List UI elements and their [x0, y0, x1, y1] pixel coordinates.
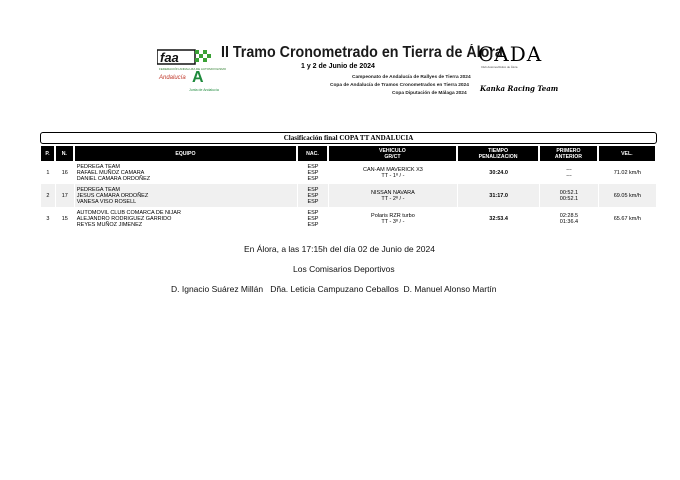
- gap-first: 00:52.1: [559, 189, 579, 196]
- cell-gap: [540, 184, 597, 207]
- cada-mark: CADA: [478, 42, 543, 66]
- faa-subtitle: FEDERACIÓN ANDALUZA DE AUTOMOVILISMO: [159, 67, 227, 71]
- table-row: [41, 184, 656, 207]
- event-title: II Tramo Cronometrado en Tierra de Álora: [221, 44, 503, 61]
- nac-driver: ESP: [307, 215, 319, 222]
- championship-subtitle-2: Copa de Andalucía de Tramos Cronometrados en Tierra 2024: [330, 83, 469, 88]
- table-row: [41, 207, 656, 230]
- cell-pos: 3: [46, 215, 50, 222]
- team-name: PEDREGA TEAM: [76, 186, 121, 193]
- cell-speed: 69.05 km/h: [599, 184, 656, 207]
- vehicle-model: CAN-AM MAVERICK X3: [363, 166, 423, 173]
- vehicle-class: TT - 2º / -: [381, 195, 405, 202]
- col-header-speed: VEL.: [599, 146, 656, 161]
- col-header-pos: P.: [41, 146, 55, 161]
- nac-team: ESP: [307, 209, 319, 216]
- nac-driver: ESP: [307, 169, 319, 176]
- cell-time: 30:24.0: [489, 169, 508, 176]
- cell-nac: [298, 184, 328, 207]
- event-dates: 1 y 2 de Junio de 2024: [301, 63, 375, 70]
- gap-first: 02:28.5: [559, 212, 579, 219]
- codriver-name: REYES MUÑOZ JIMENEZ: [76, 221, 143, 228]
- vehicle-class: TT - 3º / -: [381, 218, 405, 225]
- cell-num: 16: [61, 169, 68, 176]
- junta-a-icon: A: [192, 69, 204, 86]
- vehicle-model: Polaris RZR turbo: [371, 212, 415, 219]
- cell-vehicle: [329, 184, 457, 207]
- cell-gap: [540, 207, 597, 230]
- classification-title: Clasificación final COPA TT ANDALUCIA: [40, 132, 657, 144]
- cell-team: [75, 184, 297, 207]
- col-header-num: N.: [56, 146, 74, 161]
- faa-logo: [157, 48, 227, 96]
- cell-speed: 71.02 km/h: [613, 169, 641, 176]
- table-row: [41, 161, 656, 184]
- nac-team: ESP: [307, 186, 319, 193]
- cell-time: 31:17.0: [458, 184, 539, 207]
- col-header-nac: NAC.: [298, 146, 328, 161]
- championship-subtitle-3: Copa Diputación de Málaga 2024: [392, 91, 467, 96]
- place-date-line: En Álora, a las 17:15h del día 02 de Junio de 2024: [244, 244, 435, 254]
- gap-previous: 00:52.1: [559, 195, 579, 202]
- nac-codriver: ESP: [307, 175, 319, 182]
- commissioners-names: D. Ignacio Suárez Millán Dña. Leticia Campuzano Ceballos D. Manuel Alonso Martín: [171, 284, 497, 294]
- cell-team: [75, 161, 297, 184]
- codriver-name: VANESA VISO ROSELL: [76, 198, 137, 205]
- gap-first: ---: [566, 166, 572, 173]
- cell-team: [75, 207, 297, 230]
- col-header-team: EQUIPO: [75, 146, 297, 161]
- codriver-name: DANIEL CAMARA ORDOÑEZ: [76, 175, 151, 182]
- faa-mark-icon: [157, 48, 211, 66]
- cell-vehicle: [329, 207, 457, 230]
- cell-num: 17: [56, 184, 74, 207]
- cell-pos: 1: [46, 169, 50, 176]
- nac-codriver: ESP: [307, 221, 319, 228]
- driver-name: JESUS CAMARA ORDOÑEZ: [76, 192, 149, 199]
- cada-subtitle: Club Automovilístico de Álora: [481, 65, 518, 69]
- cada-logo: [478, 42, 559, 100]
- svg-text:faa: faa: [160, 50, 179, 65]
- results-table: [40, 146, 657, 230]
- col-header-time: TIEMPO PENALIZACION: [458, 146, 539, 161]
- vehicle-class: TT - 1º / -: [381, 172, 405, 179]
- nac-team: ESP: [307, 163, 319, 170]
- junta-label: Junta de Andalucía: [189, 88, 219, 92]
- table-header-row: [41, 146, 656, 161]
- gap-previous: 01:36.4: [559, 218, 579, 225]
- nac-codriver: ESP: [307, 198, 319, 205]
- driver-name: RAFAEL MUÑOZ CAMARA: [76, 169, 145, 176]
- cell-pos: 2: [41, 184, 55, 207]
- kanka-racing-label: Kanka Racing Team: [480, 84, 559, 93]
- andalucia-logo-text: Andalucía: [159, 75, 186, 81]
- vehicle-model: NISSAN NAVARA: [371, 189, 415, 196]
- gap-previous: ---: [566, 172, 572, 179]
- commissioners-title: Los Comisarios Deportivos: [293, 264, 395, 274]
- driver-name: ALEJANDRO RODRIGUEZ GARRIDO: [76, 215, 172, 222]
- cell-num: 15: [61, 215, 68, 222]
- cell-speed: 65.67 km/h: [613, 215, 641, 222]
- col-header-vehicle: VEHICULO GR/CT: [329, 146, 457, 161]
- team-name: AUTOMOVIL CLUB COMARCA DE NIJAR: [76, 209, 181, 216]
- document-header: [0, 0, 680, 110]
- cell-gap: [540, 161, 597, 184]
- col-header-gap: PRIMERO ANTERIOR: [540, 146, 597, 161]
- cell-nac: [298, 161, 328, 184]
- cell-time: 32:53.4: [489, 215, 508, 222]
- cell-vehicle: [329, 161, 457, 184]
- team-name: PEDREGA TEAM: [76, 163, 121, 170]
- cell-nac: [298, 207, 328, 230]
- championship-subtitle-1: Campeonato de Andalucía de Rallyes de Tierra 2024: [352, 75, 471, 80]
- nac-driver: ESP: [307, 192, 319, 199]
